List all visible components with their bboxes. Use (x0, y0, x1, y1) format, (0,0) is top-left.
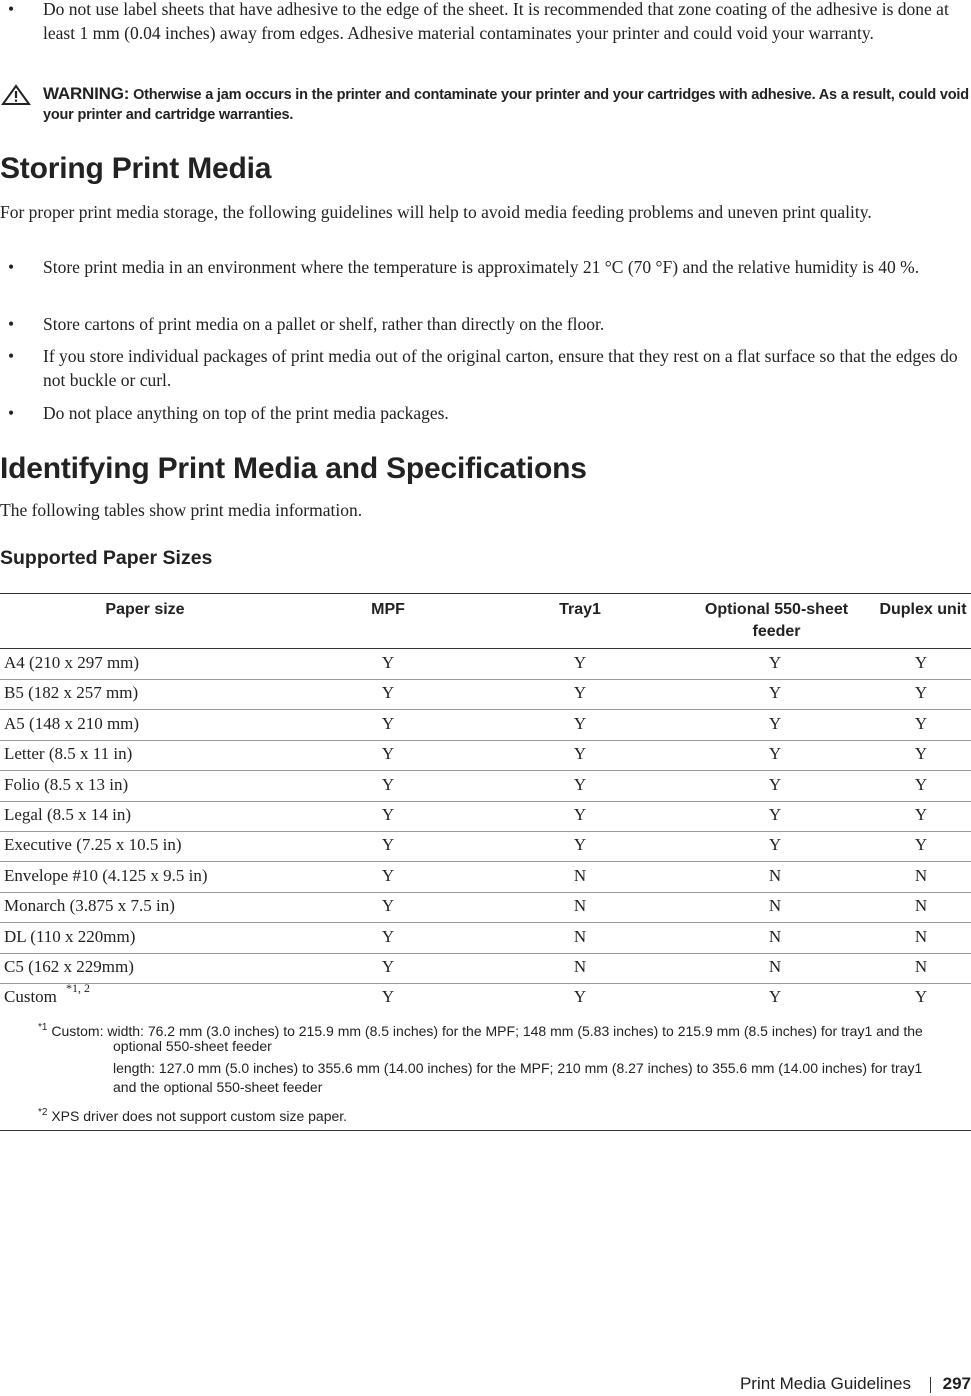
mpf-cell: Y (381, 896, 395, 916)
tray1-cell: Y (573, 653, 587, 672)
tray1-cell: Y (573, 744, 587, 764)
tray1-cell: N (573, 926, 587, 946)
mpf-cell: Y (381, 987, 395, 1007)
adhesive-bullet-text: Do not use label sheets that have adhesive to the edge of the sheet. It is recommended that zone coating of the adhesive is done at least 1 mm (0.04 inches) away from edges. Adhesive material contaminates your printer and could void your warranty. (43, 0, 949, 43)
duplex-cell: Y (914, 805, 928, 824)
mpf-cell: Y (381, 865, 395, 885)
tray1-cell: Y (573, 713, 587, 733)
mpf-cell: Y (381, 835, 395, 855)
tray1-cell: N (573, 957, 587, 976)
tray1-cell: N (573, 896, 587, 916)
table-row (0, 862, 971, 892)
optional-feeder-cell: N (768, 957, 782, 976)
duplex-cell: Y (914, 835, 928, 855)
footnote-reference: *1, 2 (66, 981, 90, 996)
header-duplex-unit: Duplex unit (879, 601, 967, 618)
bullet-dot: • (8, 0, 15, 19)
bullet-dot: • (8, 403, 15, 423)
paper-size-cell: Legal (8.5 x 14 in) (4, 805, 131, 824)
mpf-cell: Y (381, 805, 395, 824)
footnote-1-line-4: and the optional 550-sheet feeder (113, 1079, 323, 1095)
page-number: 297 (942, 1374, 971, 1393)
footer-title: Print Media Guidelines (739, 1374, 911, 1393)
footnote-1-line-2: optional 550-sheet feeder (113, 1038, 272, 1054)
optional-feeder-cell: N (768, 896, 782, 916)
table-row (0, 923, 971, 953)
bullet-dot: • (8, 257, 15, 277)
optional-feeder-cell: Y (768, 713, 782, 733)
footer-separator (930, 1377, 931, 1393)
paper-size-cell: Custom (4, 987, 57, 1007)
footnote-1-line-1: Custom: width: 76.2 mm (3.0 inches) to 215.9 mm (8.5 inches) for the MPF; 148 mm (5.83 inches) to 215.9 mm (8.5 inches) for tray1 and the (51, 1023, 923, 1039)
footnote-1-line-3: length: 127.0 mm (5.0 inches) to 355.6 mm (14.00 inches) for the MPF; 210 mm (8.27 inches) to 355.6 mm (14.00 inches) for tray1 (113, 1060, 923, 1076)
duplex-cell: Y (914, 987, 928, 1007)
storing-intro: For proper print media storage, the following guidelines will help to avoid media feeding problems and uneven print quality. (0, 202, 872, 222)
optional-feeder-cell: Y (768, 653, 782, 672)
table-row (0, 649, 971, 679)
duplex-cell: N (914, 865, 928, 885)
table-row (0, 801, 971, 831)
storing-bullet-text: Do not place anything on top of the print media packages. (43, 403, 449, 423)
optional-feeder-cell: Y (768, 683, 782, 703)
tray1-cell: Y (573, 683, 587, 703)
paper-size-cell: Folio (8.5 x 13 in) (4, 774, 129, 794)
mpf-cell: Y (381, 713, 395, 733)
table-row (0, 831, 971, 861)
tray1-cell: Y (573, 805, 587, 824)
identifying-intro: The following tables show print media information. (0, 500, 363, 520)
mpf-cell: Y (381, 957, 395, 976)
duplex-cell: Y (914, 774, 928, 794)
optional-feeder-cell: Y (768, 987, 782, 1007)
paper-size-cell: Envelope #10 (4.125 x 9.5 in) (4, 865, 208, 885)
warning-icon (0, 84, 32, 106)
footnote-2 (38, 1103, 347, 1126)
optional-feeder-cell: Y (768, 805, 782, 824)
duplex-cell: Y (914, 744, 928, 764)
table-row (0, 983, 971, 1013)
footnote-1-mark: *1 (38, 1022, 48, 1033)
paper-size-cell: Executive (7.25 x 10.5 in) (4, 835, 182, 855)
paper-size-cell: A5 (148 x 210 mm) (4, 713, 140, 733)
footnote-2-text: XPS driver does not support custom size paper. (51, 1108, 348, 1124)
paper-size-cell: DL (110 x 220mm) (4, 926, 136, 946)
tray1-cell: Y (573, 774, 587, 794)
table-row (0, 740, 971, 770)
paper-size-cell: C5 (162 x 229mm) (4, 957, 134, 976)
mpf-cell: Y (381, 744, 395, 764)
paper-size-cell: B5 (182 x 257 mm) (4, 683, 139, 703)
storing-bullet-text: Store cartons of print media on a pallet or shelf, rather than directly on the floor. (43, 314, 605, 334)
tray1-cell: N (573, 865, 587, 885)
tray1-cell: Y (573, 835, 587, 855)
header-mpf: MPF (371, 601, 405, 618)
bullet-dot: • (8, 346, 15, 366)
footnote-2-mark: *2 (38, 1107, 48, 1118)
header-paper-size: Paper size (105, 601, 185, 618)
page-footer (671, 1374, 971, 1396)
table-row (0, 710, 971, 740)
paper-size-cell: Letter (8.5 x 11 in) (4, 744, 133, 764)
table-row (0, 953, 971, 983)
identifying-heading: Identifying Print Media and Specifications (0, 452, 587, 485)
paper-size-cell: Monarch (3.875 x 7.5 in) (4, 896, 175, 916)
table-bottom-rule (0, 1130, 971, 1131)
mpf-cell: Y (381, 926, 395, 946)
mpf-cell: Y (381, 683, 395, 703)
duplex-cell: N (914, 926, 928, 946)
table-row (0, 892, 971, 922)
header-optional-feeder: Optional 550-sheet feeder (704, 601, 849, 640)
duplex-cell: N (914, 896, 928, 916)
bullet-dot: • (8, 314, 15, 334)
storing-bullet-text: Store print media in an environment where the temperature is approximately 21 °C (70 °F) and the relative humidity is 40 %. (43, 257, 920, 277)
mpf-cell: Y (381, 774, 395, 794)
warning-text-block (43, 84, 971, 125)
mpf-cell: Y (381, 653, 395, 672)
duplex-cell: Y (914, 683, 928, 703)
duplex-cell: Y (914, 653, 928, 672)
table-row (0, 771, 971, 801)
optional-feeder-cell: N (768, 865, 782, 885)
warning-label: WARNING: (43, 84, 130, 103)
duplex-cell: Y (914, 713, 928, 733)
tray1-cell: Y (573, 987, 587, 1007)
warning-text: Otherwise a jam occurs in the printer and contaminate your printer and your cartridges with adhesive. As a result, could void your printer and cartridge warranties. (43, 87, 969, 123)
optional-feeder-cell: Y (768, 774, 782, 794)
storing-bullet-text: If you store individual packages of print media out of the original carton, ensure that they rest on a flat surface so that the edges do not buckle or curl. (43, 346, 958, 390)
table-row (0, 679, 971, 709)
optional-feeder-cell: N (768, 926, 782, 946)
optional-feeder-cell: Y (768, 835, 782, 855)
storing-heading: Storing Print Media (0, 152, 272, 185)
table-header (0, 593, 971, 649)
optional-feeder-cell: Y (768, 744, 782, 764)
header-tray1: Tray1 (559, 601, 601, 618)
table-title: Supported Paper Sizes (0, 547, 213, 569)
paper-size-cell: A4 (210 x 297 mm) (4, 653, 140, 672)
duplex-cell: N (914, 957, 928, 976)
